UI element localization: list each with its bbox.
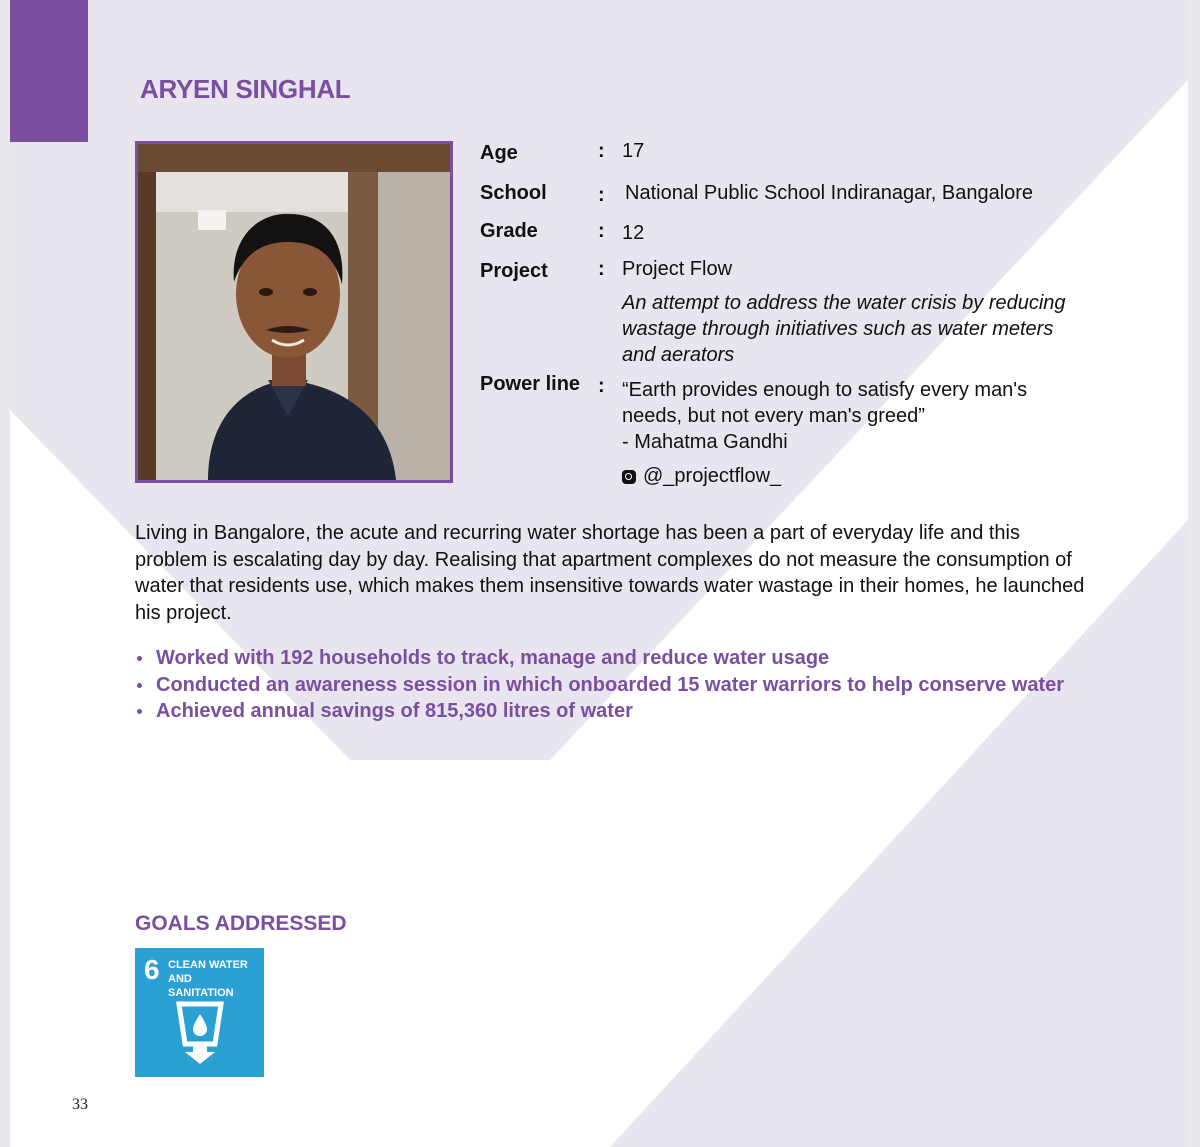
- achievements-list: [135, 645, 1065, 725]
- quote-text: “Earth provides enough to satisfy every man's needs, but not every man's greed”: [622, 379, 1028, 427]
- achievement-item: Worked with 192 households to track, manage and reduce water usage: [135, 645, 1065, 672]
- corner-accent-bar: [10, 0, 88, 142]
- project-separator: :: [598, 258, 605, 280]
- student-name: ARYEN SINGHAL: [140, 74, 351, 104]
- sdg-6-badge: [135, 948, 264, 1077]
- project-description: An attempt to address the water crisis by reducing wastage through initiatives such as water meters and aerators: [622, 292, 1066, 366]
- school-label: School: [480, 182, 547, 204]
- project-value: Project Flow: [622, 258, 733, 280]
- brochure-page: [10, 0, 1188, 1147]
- grade-separator: :: [598, 220, 605, 242]
- story-paragraph: Living in Bangalore, the acute and recurring water shortage has been a part of everyday life and this problem is escalating day by day. Realising that apartment complexes do not measure the consumption of water that residents use, which makes them insensitive towards water wastage in their homes, he launched his project.: [135, 522, 1085, 624]
- instagram-handle-text: @_projectflow_: [643, 465, 782, 487]
- portrait-illustration: [138, 144, 450, 480]
- water-glass-icon: [173, 1000, 227, 1066]
- page-number: 33: [72, 1096, 88, 1113]
- sdg-title: CLEAN WATER AND SANITATION: [168, 959, 248, 999]
- project-label: Project: [480, 260, 548, 282]
- achievement-item: Achieved annual savings of 815,360 litres of water: [135, 698, 1065, 725]
- power-line-separator: :: [598, 375, 605, 397]
- goals-heading: GOALS ADDRESSED: [135, 912, 347, 935]
- quote-author: - Mahatma Gandhi: [622, 431, 788, 453]
- instagram-handle: [622, 465, 781, 488]
- school-value: National Public School Indiranagar, Bangalore: [625, 182, 1034, 204]
- grade-label: Grade: [480, 220, 538, 242]
- age-label: Age: [480, 142, 518, 164]
- instagram-icon: [622, 470, 636, 484]
- student-photo: [135, 141, 453, 483]
- school-separator: :: [598, 184, 605, 206]
- age-separator: :: [598, 140, 605, 162]
- power-line-label: Power line: [480, 373, 581, 395]
- grade-value: 12: [622, 222, 645, 244]
- achievement-item: Conducted an awareness session in which onboarded 15 water warriors to help conserve water: [135, 672, 1065, 699]
- power-line-quote: [622, 377, 1092, 455]
- sdg-number: 6: [144, 954, 160, 985]
- age-value: 17: [622, 140, 645, 162]
